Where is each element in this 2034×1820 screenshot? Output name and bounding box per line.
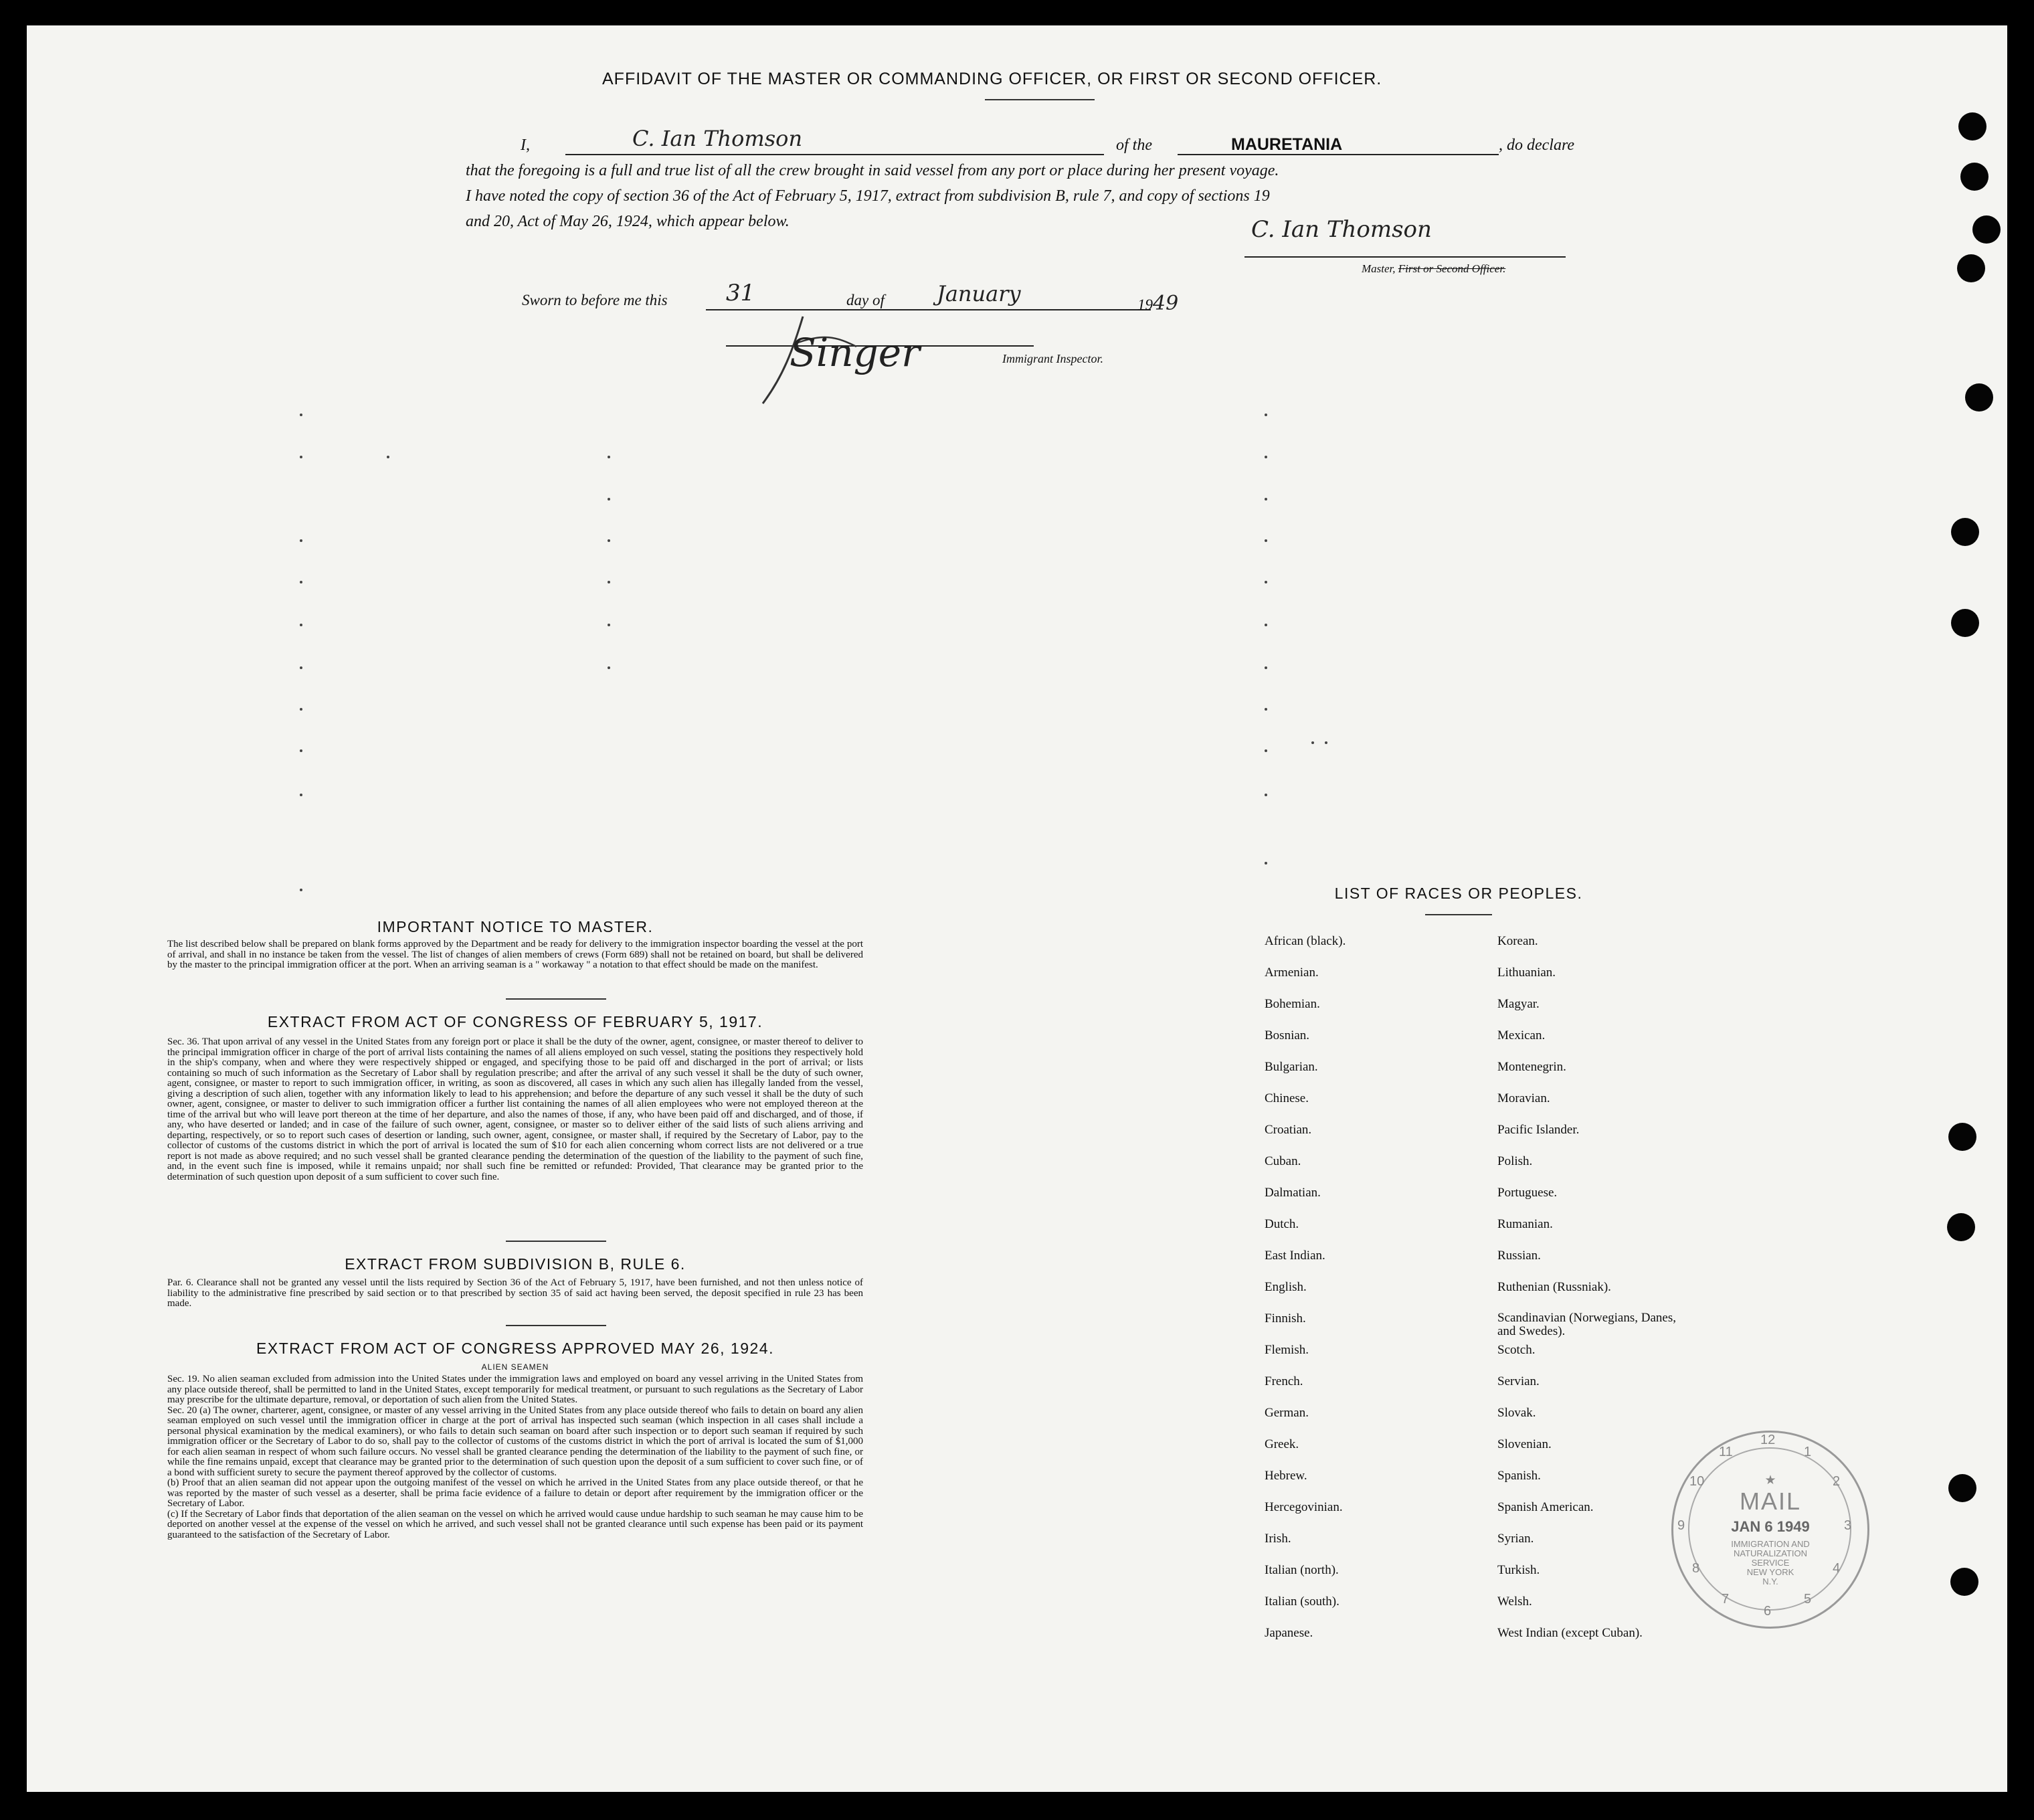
race-item: Greek. bbox=[1265, 1437, 1299, 1451]
race-item: Cuban. bbox=[1265, 1154, 1301, 1168]
sec-20a-text: Sec. 20 (a) The owner, charterer, agent, consignee, or master of any vessel arriving in the United States from any place outside thereof who fails to detain on board any alien seaman employed on such vessel until the immigration officer in charge at the port of arrival has inspected such seaman (which inspection in all cases shall include a personal physical examination by the medical examiners), or who fails to detain such seaman on board after such inspection or to deport such seaman if required by such immigration officer or the Secretary of Labor to do so, shall pay to the collector of customs of the customs district in which the port of arrival is located the sum of $1,000 for each alien seaman in respect of whom such failure occurs. No vessel shall be granted clearance pending the determination of the liability to the payment of such fine, or while the fine remains unpaid, except that clearance may be granted prior to the determination of such question upon the deposit of a sum sufficient to cover such fine, or of a bond with sufficient surety to secure the payment thereof approved by the collector of customs. bbox=[167, 1404, 863, 1478]
race-item: Dutch. bbox=[1265, 1217, 1299, 1231]
race-item: Ruthenian (Russniak). bbox=[1497, 1280, 1611, 1294]
inspector-title: Immigrant Inspector. bbox=[1002, 352, 1103, 365]
race-item: French. bbox=[1265, 1374, 1303, 1388]
race-item: Hercegovinian. bbox=[1265, 1500, 1343, 1514]
subdivision-b-heading: EXTRACT FROM SUBDIVISION B, RULE 6. bbox=[345, 1255, 686, 1273]
stamp-line-3: SERVICE bbox=[1751, 1558, 1790, 1568]
races-heading: LIST OF RACES OR PEOPLES. bbox=[1334, 885, 1583, 902]
race-item: Mexican. bbox=[1497, 1028, 1546, 1042]
race-item: Flemish. bbox=[1265, 1343, 1309, 1357]
race-item: Spanish. bbox=[1497, 1469, 1541, 1483]
sec-19-text: Sec. 19. No alien seaman excluded from admission into the United States under the immigration laws and employed on board any vessel arriving in the United States from any place outside thereof, shall be permitted to land in the United States, except temporarily for medical treatment, or pursuant to such regulations as the Secretary of Labor may prescribe for the ultimate departure, removal, or deportation of such alien from the United States. bbox=[167, 1374, 863, 1405]
extract-1917-text: Sec. 36. That upon arrival of any vessel in the United States from any foreign port or place it shall be the duty of the owner, agent, consignee, or master thereof to deliver to the principal immigration officer in charge of the port of arrival lists containing the names of all aliens employed on such vessel, stating the positions they respectively hold in the ship's company, when and where they were respectively shipped or engaged, and specifying those to be paid off and discharged in the port of arrival; or lists containing so much of such information as the Secretary of Labor shall by regulation prescribe; and after the arrival of any such vessel it shall be the duty of such owner, agent, consignee, or master to report to such immigration officer, in writing, as soon as discovered, all cases in which any such alien has illegally landed from the vessel, giving a description of such alien, together with any information likely to lead to his apprehension; and before the departure of any such vessel it shall be the duty of such owner, agent, consignee, or master to deliver to such immigration officer a further list containing the names of all alien employees who were not employed thereon at the time of the arrival but who will leave port thereon at the time of her departure, and also the names of those, if any, who have been paid off and discharged, and of those, if any, who have deserted or landed; and in case of the failure of such owner, agent, consignee, or master so to deliver either of the said lists of such aliens arriving and departing, respectively, or so to report such cases of desertion or landing, such owner, agent, consignee, or master shall, if required by the Secretary of Labor, pay to the collector of customs of the customs district in which the port of arrival is located the sum of $10 for each alien concerning whom correct lists are not delivered or a true report is not made as above required; and no such vessel shall be granted clearance pending the determination of the question of the liability to the payment of such fine, and, in the event such fine is imposed, while it remains unpaid; nor shall such fine be remitted or refunded: Provided, That clearance may be granted prior to the determination of such question upon deposit of a sum sufficient to cover such fine. bbox=[167, 1036, 863, 1182]
year-prefix: 19 bbox=[1137, 296, 1153, 313]
subdivision-b-text: Par. 6. Clearance shall not be granted any vessel until the lists required by Section 36 of the Act of February 5, 1917, have been furnished, and not then unless notice of liability to the administrative fine prescribed by said section or to that prescribed by section 35 of said act having been served, the deposit specified in rule 23 has been made. bbox=[167, 1277, 863, 1309]
race-item: Irish. bbox=[1265, 1532, 1291, 1546]
signer-title-struck: First or Second Officer. bbox=[1398, 262, 1506, 275]
punch-hole bbox=[1950, 1568, 1978, 1596]
race-item: Welsh. bbox=[1497, 1595, 1532, 1609]
race-item: Japanese. bbox=[1265, 1626, 1313, 1640]
sworn-day: 31 bbox=[726, 280, 755, 306]
subdivision-b-rule bbox=[506, 1325, 606, 1326]
race-item: German. bbox=[1265, 1406, 1309, 1420]
race-item: Spanish American. bbox=[1497, 1500, 1594, 1514]
race-item: Scotch. bbox=[1497, 1343, 1536, 1357]
document-page bbox=[27, 25, 2007, 1792]
stamp-date: JAN 6 1949 bbox=[1731, 1518, 1810, 1535]
signer-title: Master, bbox=[1362, 262, 1396, 275]
race-item: Montenegrin. bbox=[1497, 1060, 1566, 1074]
extract-1917-rule bbox=[506, 1241, 606, 1242]
race-item: Servian. bbox=[1497, 1374, 1540, 1388]
race-item: Moravian. bbox=[1497, 1091, 1550, 1105]
punch-hole bbox=[1947, 1213, 1975, 1241]
day-of-label: day of bbox=[846, 292, 885, 308]
race-item: Bosnian. bbox=[1265, 1028, 1310, 1042]
affidavit-line-2: that the foregoing is a full and true list of all the crew brought in said vessel from any port or place during her present voyage. bbox=[466, 162, 1279, 179]
master-signature: C. Ian Thomson bbox=[1251, 216, 1432, 243]
punch-hole bbox=[1951, 518, 1979, 546]
master-name-line bbox=[565, 154, 1104, 155]
master-signature-line bbox=[1244, 256, 1566, 258]
race-item: Italian (north). bbox=[1265, 1563, 1339, 1577]
race-item: Russian. bbox=[1497, 1249, 1541, 1263]
notice-rule bbox=[506, 998, 606, 1000]
stamp-line-1: IMMIGRATION AND bbox=[1731, 1539, 1810, 1549]
race-item: Chinese. bbox=[1265, 1091, 1309, 1105]
affidavit-title: AFFIDAVIT OF THE MASTER OR COMMANDING OFFICER, OR FIRST OR SECOND OFFICER. bbox=[602, 70, 1382, 88]
stamp-line-4: NEW YORK bbox=[1746, 1567, 1794, 1577]
notice-text: The list described below shall be prepared on blank forms approved by the Department and be ready for delivery to the immigration inspector boarding the vessel at the port of arrival, and shall in no instance be taken from the vessel. The list of changes of alien members of crews (Form 689) shall not be retained on board, but shall be delivered by the master to the principal immigration officer at the port. When an arriving seaman is a " workaway " a notation to that effect should be made on the manifest. bbox=[167, 939, 863, 970]
race-item: Slovenian. bbox=[1497, 1437, 1552, 1451]
mail-received-stamp: 12 1 2 3 4 5 6 7 8 9 10 11 ★ MAIL JAN 6 1949 IMMIGRATION AND NATURALIZATION SERVICE NEW YORK N.Y. bbox=[1671, 1431, 1869, 1629]
punch-hole bbox=[1960, 163, 1989, 191]
sworn-label: Sworn to before me this bbox=[522, 292, 668, 308]
punch-hole bbox=[1972, 215, 2001, 244]
race-item: African (black). bbox=[1265, 934, 1346, 948]
race-item: Korean. bbox=[1497, 934, 1538, 948]
sec-20c-text: (c) If the Secretary of Labor finds that deportation of the alien seaman on the vessel on which he arrived would cause undue hardship to such seaman he may cause him to be deported on another vessel at the expense of the vessel on which he arrived, and such vessel shall not be granted clearance until such expense has been paid or its payment guaranteed to the satisfaction of the Secretary of Labor. bbox=[167, 1508, 863, 1540]
race-item: Turkish. bbox=[1497, 1563, 1540, 1577]
race-item: Dalmatian. bbox=[1265, 1186, 1321, 1200]
race-item: Bulgarian. bbox=[1265, 1060, 1318, 1074]
extract-1924-heading: EXTRACT FROM ACT OF CONGRESS APPROVED MAY 26, 1924. bbox=[256, 1340, 774, 1357]
stamp-dial-number: 11 bbox=[1719, 1445, 1733, 1459]
race-item: Italian (south). bbox=[1265, 1595, 1339, 1609]
stamp-line-5: N.Y. bbox=[1762, 1576, 1778, 1586]
year-suffix: 49 bbox=[1153, 292, 1179, 315]
punch-hole bbox=[1951, 609, 1979, 637]
stamp-dial-number: 7 bbox=[1722, 1592, 1730, 1607]
race-item: Finnish. bbox=[1265, 1311, 1306, 1326]
race-item: Portuguese. bbox=[1497, 1186, 1558, 1200]
master-name-handwriting: C. Ian Thomson bbox=[632, 126, 803, 151]
punch-hole bbox=[1948, 1474, 1976, 1502]
stamp-dial-number: 4 bbox=[1833, 1561, 1841, 1576]
stamp-dial-number: 8 bbox=[1692, 1561, 1700, 1576]
race-item: Bohemian. bbox=[1265, 997, 1320, 1011]
inspector-signature: Singer bbox=[790, 330, 920, 375]
race-item: Scandinavian (Norwegians, Danes, and Swedes). bbox=[1497, 1311, 1676, 1338]
stamp-dial-number: 1 bbox=[1804, 1445, 1812, 1459]
i-label: I, bbox=[521, 136, 530, 154]
race-item: English. bbox=[1265, 1280, 1307, 1294]
punch-hole bbox=[1948, 1123, 1976, 1151]
notice-heading: IMPORTANT NOTICE TO MASTER. bbox=[377, 918, 654, 935]
race-item: East Indian. bbox=[1265, 1249, 1325, 1263]
punch-hole bbox=[1957, 254, 1985, 282]
of-the-label: of the bbox=[1116, 136, 1152, 154]
race-item: Croatian. bbox=[1265, 1123, 1312, 1137]
sworn-month: January bbox=[937, 281, 1021, 306]
race-item: Slovak. bbox=[1497, 1406, 1536, 1420]
race-item: Magyar. bbox=[1497, 997, 1540, 1011]
affidavit-line-3: I have noted the copy of section 36 of the Act of February 5, 1917, extract from subdivision B, rule 7, and copy of sections 19 bbox=[466, 187, 1270, 205]
punch-hole bbox=[1965, 383, 1993, 412]
sec-20b-text: (b) Proof that an alien seaman did not appear upon the outgoing manifest of the vessel on which he arrived in the United States from any place outside thereof, or that he was reported by the master of such vessel as a deserter, shall be prima facie evidence of a failure to detain or deport after requirement by the immigration officer or the Secretary of Labor. bbox=[167, 1477, 863, 1509]
stamp-dial-number: 12 bbox=[1760, 1433, 1776, 1447]
stamp-dial-number: 9 bbox=[1677, 1518, 1685, 1533]
race-item: West Indian (except Cuban). bbox=[1497, 1626, 1643, 1640]
stamp-dial-number: 10 bbox=[1689, 1474, 1705, 1489]
stamp-dial-number: 5 bbox=[1804, 1592, 1812, 1607]
do-declare-label: , do declare bbox=[1499, 136, 1575, 154]
race-item: Armenian. bbox=[1265, 966, 1319, 980]
stamp-dial-number: 3 bbox=[1844, 1518, 1852, 1533]
races-rule bbox=[1425, 914, 1492, 915]
affidavit-line-4: and 20, Act of May 26, 1924, which appear below. bbox=[466, 213, 790, 230]
race-item: Pacific Islander. bbox=[1497, 1123, 1580, 1137]
stamp-dial-number: 6 bbox=[1764, 1604, 1772, 1619]
extract-1917-heading: EXTRACT FROM ACT OF CONGRESS OF FEBRUARY 5, 1917. bbox=[267, 1013, 763, 1030]
stamp-mail-word: MAIL bbox=[1739, 1487, 1802, 1515]
race-item: Syrian. bbox=[1497, 1532, 1534, 1546]
title-rule bbox=[985, 99, 1095, 100]
alien-seamen-subheading: ALIEN SEAMEN bbox=[481, 1362, 549, 1372]
race-item: Hebrew. bbox=[1265, 1469, 1307, 1483]
stamp-dial-number: 2 bbox=[1833, 1474, 1841, 1489]
race-item: Rumanian. bbox=[1497, 1217, 1553, 1231]
race-item: Lithuanian. bbox=[1497, 966, 1556, 980]
vessel-name: MAURETANIA bbox=[1231, 135, 1343, 154]
race-item: Polish. bbox=[1497, 1154, 1533, 1168]
stamp-line-2: NATURALIZATION bbox=[1733, 1548, 1808, 1558]
punch-hole bbox=[1958, 112, 1986, 141]
